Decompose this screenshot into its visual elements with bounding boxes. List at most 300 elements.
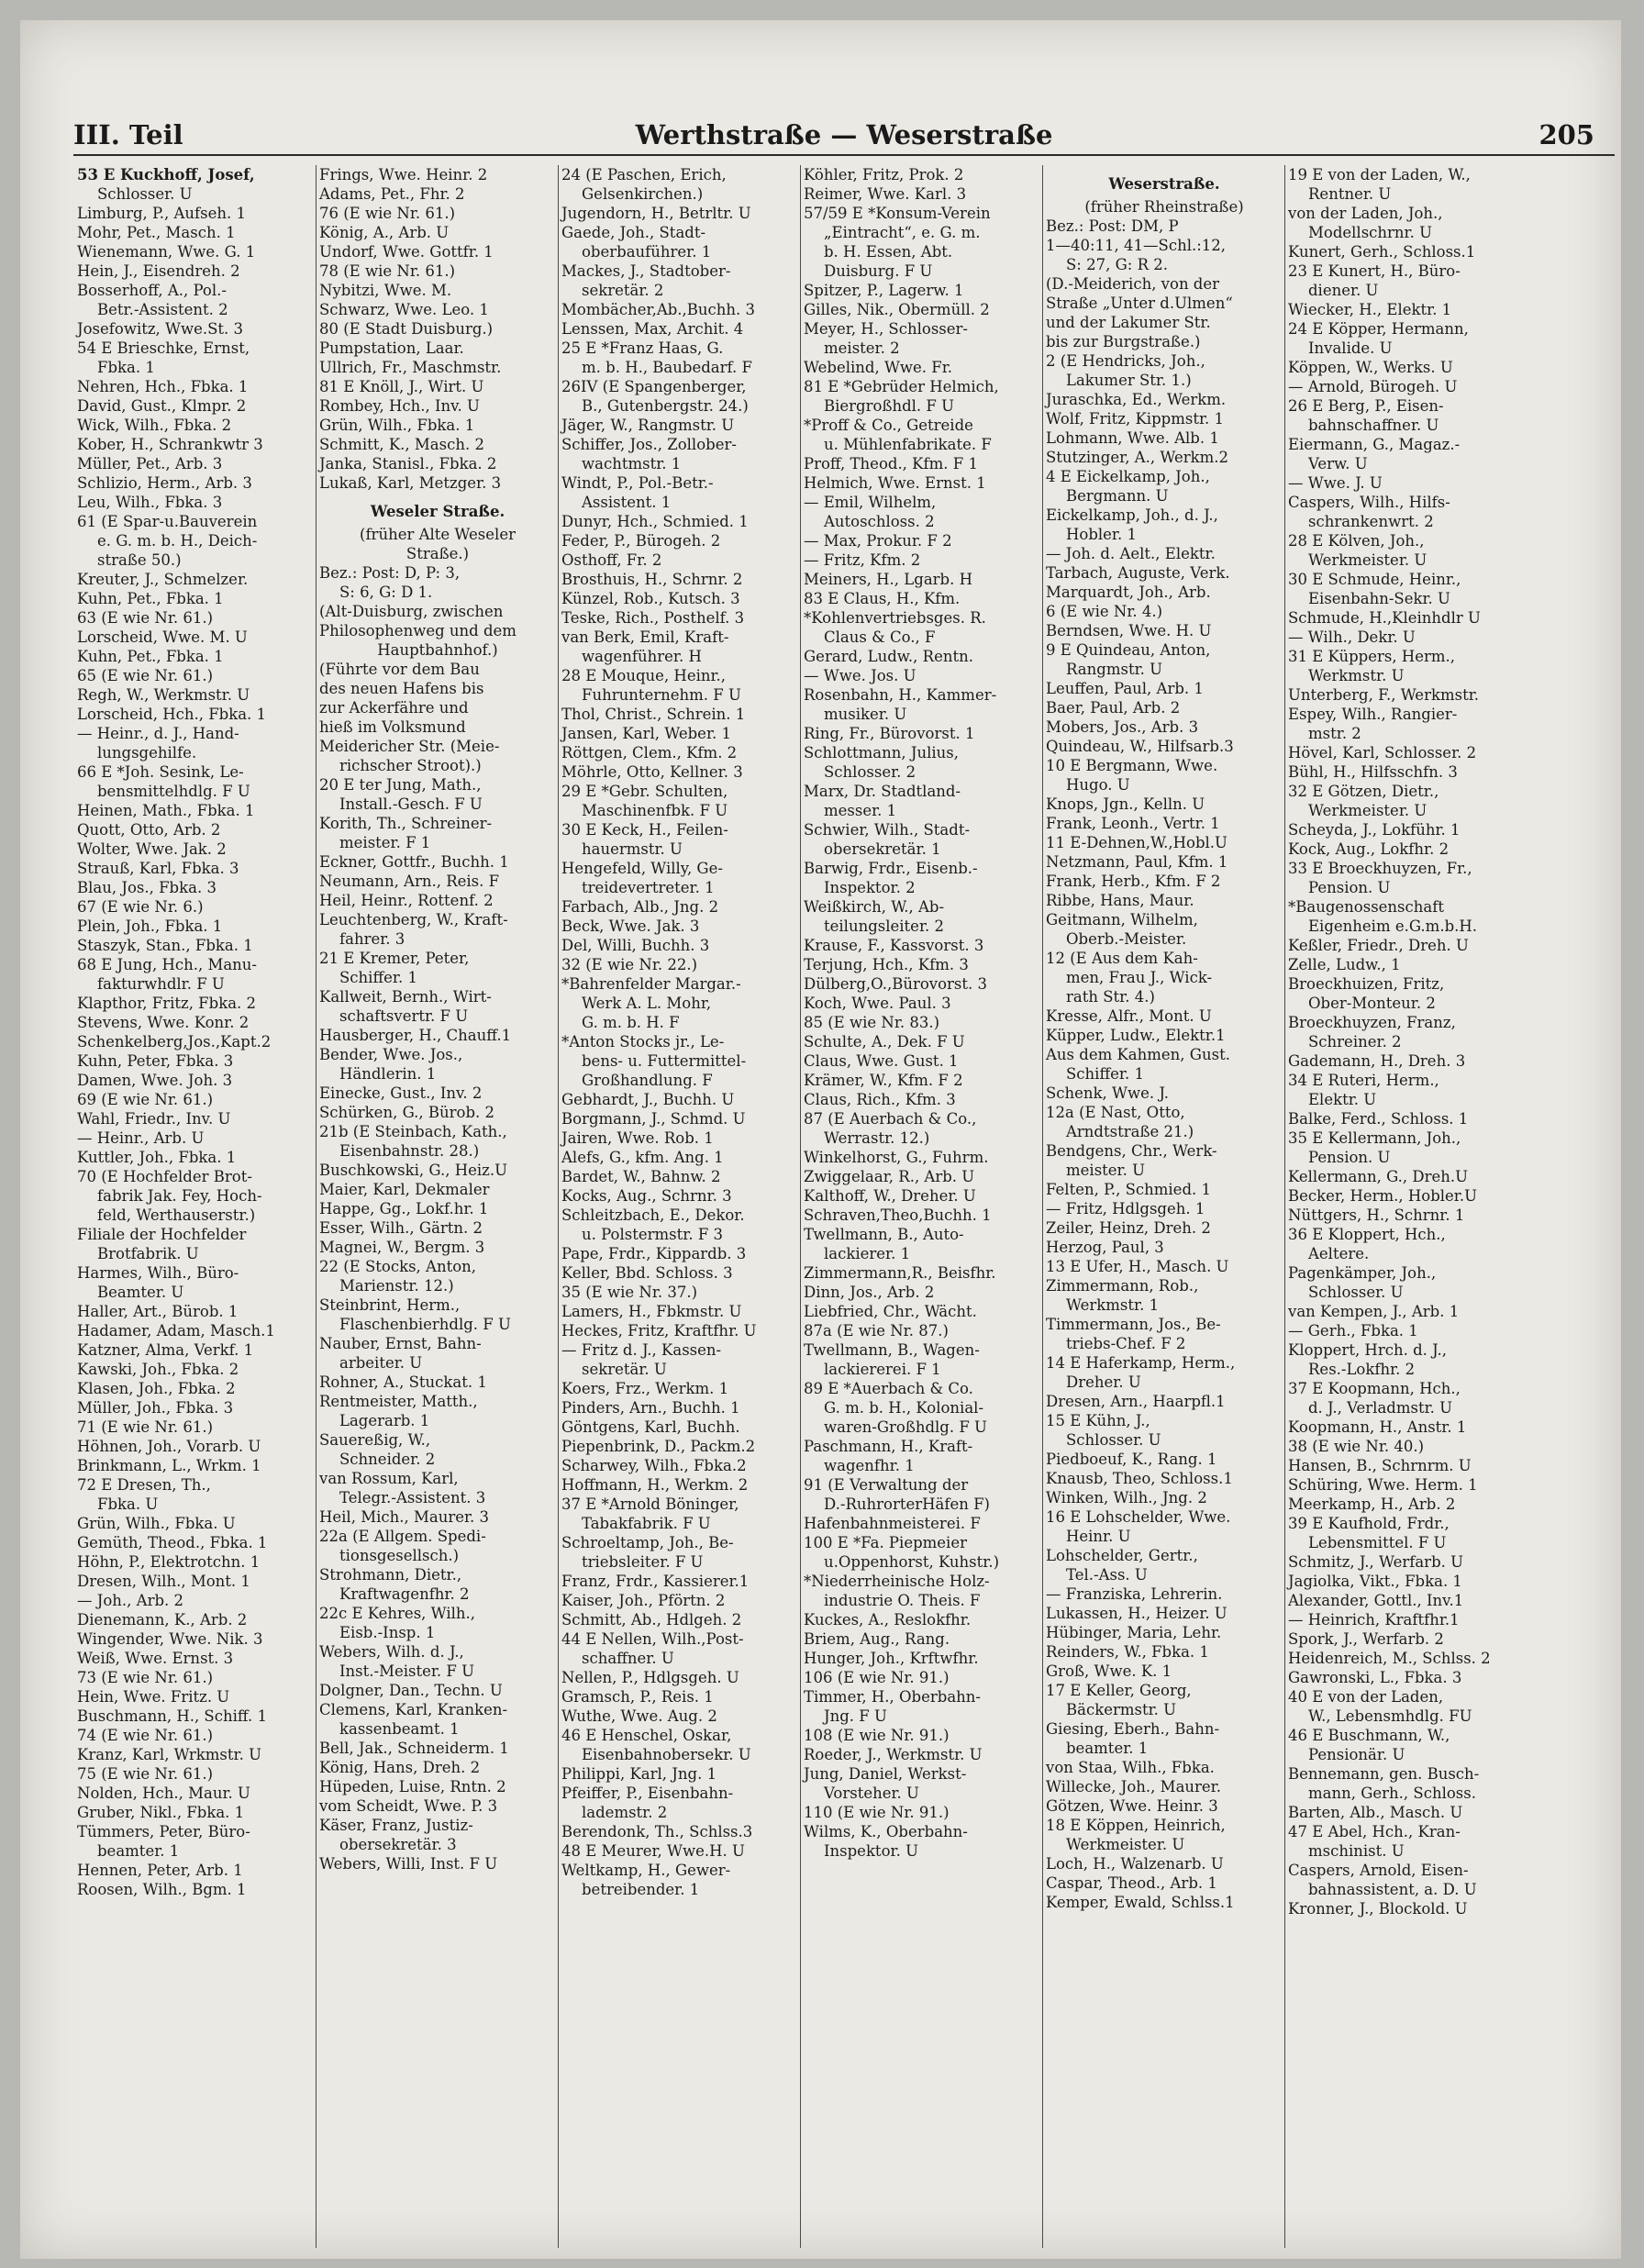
- directory-entry: Kemper, Ewald, Schlss.1: [1046, 1894, 1235, 1911]
- directory-entry: Pumpstation, Laar.: [319, 339, 464, 357]
- directory-entry: 47 E Abel, Hch., Kran-: [1288, 1823, 1461, 1840]
- directory-entry: 80 (E Stadt Duisburg.): [319, 320, 494, 338]
- directory-entry: Kuhn, Pet., Fbka. 1: [77, 590, 224, 607]
- directory-entry: teilungsleiter. 2: [824, 917, 945, 935]
- directory-entry: des neuen Hafens bis: [319, 680, 484, 697]
- directory-entry: beamter. 1: [1066, 1740, 1149, 1757]
- directory-entry: — Emil, Wilhelm,: [804, 494, 937, 511]
- directory-entry: Schleitzbach, E., Dekor.: [561, 1206, 745, 1224]
- directory-entry: Spork, J., Werfarb. 2: [1288, 1630, 1444, 1648]
- directory-entry: u. Mühlenfabrikate. F: [824, 436, 992, 453]
- directory-entry: Keller, Bbd. Schloss. 3: [561, 1264, 733, 1282]
- directory-entry: Werrastr. 12.): [824, 1129, 930, 1147]
- directory-entry: Schüring, Wwe. Herm. 1: [1288, 1476, 1478, 1494]
- directory-entry: 74 (E wie Nr. 61.): [77, 1727, 214, 1744]
- directory-entry: Müller, Joh., Fbka. 3: [77, 1399, 234, 1417]
- directory-entry: Spitzer, P., Lagerw. 1: [804, 282, 964, 299]
- directory-entry: 100 E *Fa. Piepmeier: [804, 1534, 967, 1551]
- directory-entry: Giesing, Eberh., Bahn-: [1046, 1720, 1220, 1738]
- directory-entry: Elektr. U: [1308, 1091, 1377, 1108]
- directory-entry: 22c E Kehres, Wilh.,: [319, 1605, 475, 1622]
- directory-entry: Krämer, W., Kfm. F 2: [804, 1072, 963, 1089]
- directory-entry: Balke, Ferd., Schloss. 1: [1288, 1110, 1469, 1128]
- directory-entry: Göntgens, Karl, Buchh.: [561, 1418, 740, 1436]
- directory-entry: Webers, Willi, Inst. F U: [319, 1855, 498, 1873]
- directory-entry: Lohmann, Wwe. Alb. 1: [1046, 429, 1219, 447]
- page-header: [73, 112, 1615, 156]
- directory-entry: 38 (E wie Nr. 40.): [1288, 1438, 1425, 1455]
- directory-entry: Dresen, Wilh., Mont. 1: [77, 1573, 250, 1590]
- directory-entry: Caspers, Wilh., Hilfs-: [1288, 494, 1450, 511]
- directory-entry: *Proff & Co., Getreide: [804, 417, 973, 434]
- directory-entry: Lukaß, Karl, Metzger. 3: [319, 474, 502, 492]
- column-2: [316, 165, 559, 2248]
- directory-entry: Esser, Wilh., Gärtn. 2: [319, 1219, 483, 1237]
- directory-entry: 46 E Henschel, Oskar,: [561, 1727, 732, 1744]
- directory-entry: tionsgesellsch.): [339, 1547, 460, 1564]
- directory-entry: 35 E Kellermann, Joh.,: [1288, 1129, 1461, 1147]
- directory-entry: Kock, Aug., Lokfhr. 2: [1288, 840, 1450, 858]
- directory-entry: Alefs, G., kfm. Ang. 1: [561, 1149, 724, 1166]
- directory-entry: 16 E Lohschelder, Wwe.: [1046, 1508, 1231, 1526]
- directory-entry: Grün, Wilh., Fbka. U: [77, 1515, 236, 1532]
- directory-entry: Lorscheid, Wwe. M. U: [77, 628, 248, 646]
- directory-entry: Gramsch, P., Reis. 1: [561, 1688, 714, 1706]
- directory-entry: — Joh., Arb. 2: [77, 1592, 184, 1609]
- directory-entry: 30 E Keck, H., Feilen-: [561, 821, 728, 839]
- directory-entry: Jansen, Karl, Weber. 1: [561, 725, 732, 742]
- directory-entry: Leuchtenberg, W., Kraft-: [319, 911, 508, 928]
- directory-entry: Weiß, Wwe. Ernst. 3: [77, 1650, 234, 1667]
- directory-entry: Kaiser, Joh., Pförtn. 2: [561, 1592, 726, 1609]
- directory-entry: Piedboeuf, K., Rang. 1: [1046, 1451, 1217, 1468]
- directory-entry: Duisburg. F U: [824, 262, 933, 280]
- directory-entry: Kuhn, Pet., Fbka. 1: [77, 648, 224, 665]
- directory-entry: Stevens, Wwe. Konr. 2: [77, 1014, 250, 1031]
- directory-entry: d. J., Verladmstr. U: [1308, 1399, 1453, 1417]
- directory-entry: Eisenbahnstr. 28.): [339, 1142, 480, 1160]
- directory-entry: Werkmeister. U: [1308, 802, 1427, 819]
- directory-entry: Kellermann, G., Dreh.U: [1288, 1168, 1469, 1185]
- directory-entry: 21 E Kremer, Peter,: [319, 950, 470, 967]
- directory-entry: Wienemann, Wwe. G. 1: [77, 243, 256, 261]
- directory-entry: Eigenheim e.G.m.b.H.: [1308, 917, 1478, 935]
- directory-entry: — Joh. d. Aelt., Elektr.: [1046, 545, 1216, 562]
- directory-entry: Quott, Otto, Arb. 2: [77, 821, 221, 839]
- directory-entry: (Führte vor dem Bau: [319, 661, 480, 678]
- directory-entry: Tabakfabrik. F U: [582, 1515, 711, 1532]
- directory-entry: schaftsvertr. F U: [339, 1007, 469, 1025]
- directory-entry: meister. U: [1066, 1162, 1146, 1179]
- directory-entry: 54 E Brieschke, Ernst,: [77, 339, 250, 357]
- directory-entry: (D.-Meiderich, von der: [1046, 275, 1220, 293]
- directory-entry: Wahl, Friedr., Inv. U: [77, 1110, 231, 1128]
- directory-entry: Hüpeden, Luise, Rntn. 2: [319, 1778, 506, 1796]
- directory-entry: 73 (E wie Nr. 61.): [77, 1669, 214, 1686]
- directory-entry: Dreher. U: [1066, 1373, 1141, 1391]
- directory-entry: 89 E *Auerbach & Co.: [804, 1380, 973, 1397]
- directory-entry: Kranz, Karl, Wrkmstr. U: [77, 1746, 261, 1763]
- directory-entry: Limburg, P., Aufseh. 1: [77, 205, 246, 222]
- directory-entry: Hoffmann, H., Werkm. 2: [561, 1476, 749, 1494]
- directory-entry: 12 (E Aus dem Kah-: [1046, 950, 1198, 967]
- directory-entry: Brosthuis, H., Schrnr. 2: [561, 571, 743, 588]
- directory-entry: Happe, Gg., Lokf.hr. 1: [319, 1200, 489, 1217]
- directory-entry: Lohschelder, Gertr.,: [1046, 1547, 1198, 1564]
- directory-entry: 108 (E wie Nr. 91.): [804, 1727, 950, 1744]
- directory-entry: Roosen, Wilh., Bgm. 1: [77, 1881, 247, 1898]
- directory-entry: 39 E Kaufhold, Frdr.,: [1288, 1515, 1450, 1532]
- directory-entry: 81 E Knöll, J., Wirt. U: [319, 378, 484, 395]
- directory-entry: Ring, Fr., Bürovorst. 1: [804, 725, 975, 742]
- directory-entry: B., Gutenbergstr. 24.): [582, 397, 749, 415]
- directory-entry: Bosserhoff, A., Pol.-: [77, 282, 227, 299]
- directory-entry: Hausberger, H., Chauff.1: [319, 1027, 512, 1044]
- directory-entry: Händlerin. 1: [339, 1065, 437, 1083]
- directory-entry: Herzog, Paul, 3: [1046, 1239, 1164, 1256]
- directory-entry: und der Lakumer Str.: [1046, 314, 1211, 331]
- directory-entry: Buschmann, H., Schiff. 1: [77, 1707, 268, 1725]
- directory-entry: 21b (E Steinbach, Kath.,: [319, 1123, 507, 1140]
- directory-entry: Müller, Pet., Arb. 3: [77, 455, 223, 472]
- directory-entry: m. b. H., Baubedarf. F: [582, 359, 752, 376]
- directory-entry: Webers, Wilh. d. J.,: [319, 1643, 464, 1661]
- directory-entry: Helmich, Wwe. Ernst. 1: [804, 474, 986, 492]
- directory-entry: Piepenbrink, D., Packm.2: [561, 1438, 756, 1455]
- directory-entry: Zwiggelaar, R., Arb. U: [804, 1168, 975, 1185]
- directory-entry: Rangmstr. U: [1066, 661, 1163, 678]
- directory-entry: G. m. b. H. F: [582, 1014, 680, 1031]
- directory-entry: 14 E Haferkamp, Herm.,: [1046, 1354, 1236, 1372]
- directory-entry: Barwig, Frdr., Eisenb.-: [804, 860, 978, 877]
- directory-entry: Blau, Jos., Fbka. 3: [77, 879, 217, 896]
- directory-entry: Köhler, Fritz, Prok. 2: [804, 166, 964, 183]
- directory-entry: Mombächer,Ab.,Buchh. 3: [561, 301, 756, 318]
- directory-entry: S: 27, G: R 2.: [1066, 256, 1168, 273]
- directory-entry: 23 E Kunert, H., Büro-: [1288, 262, 1461, 280]
- directory-entry: 31 E Küppers, Herm.,: [1288, 648, 1456, 665]
- directory-entry: Felten, P., Schmied. 1: [1046, 1181, 1212, 1198]
- directory-entry: Schneider. 2: [339, 1451, 436, 1468]
- directory-entry: Tel.-Ass. U: [1066, 1566, 1148, 1584]
- directory-entry: Dinn, Jos., Arb. 2: [804, 1284, 935, 1301]
- directory-entry: Rohner, A., Stuckat. 1: [319, 1373, 487, 1391]
- directory-entry: 87a (E wie Nr. 87.): [804, 1322, 949, 1340]
- directory-entry: Marquardt, Joh., Arb.: [1046, 584, 1211, 601]
- directory-entry: Quindeau, W., Hilfsarb.3: [1046, 738, 1234, 755]
- directory-entry: von Staa, Wilh., Fbka.: [1046, 1759, 1215, 1776]
- directory-entry: Fbka. U: [97, 1495, 159, 1513]
- directory-entry: Katzner, Alma, Verkf. 1: [77, 1341, 254, 1359]
- directory-entry: Maier, Karl, Dekmaler: [319, 1181, 490, 1198]
- directory-entry: Zimmermann,R., Beisfhr.: [804, 1264, 996, 1282]
- directory-entry: 76 (E wie Nr. 61.): [319, 205, 456, 222]
- directory-entry: Ribbe, Hans, Maur.: [1046, 892, 1194, 909]
- directory-entry: Brinkmann, L., Wrkm. 1: [77, 1457, 261, 1474]
- directory-entry: 85 (E wie Nr. 83.): [804, 1014, 940, 1031]
- directory-entry: Marienstr. 12.): [339, 1277, 454, 1295]
- directory-entry: David, Gust., Klmpr. 2: [77, 397, 247, 415]
- directory-entry: Hauptbahnhof.): [377, 641, 498, 659]
- directory-entry: — Heinrich, Kraftfhr.1: [1288, 1611, 1460, 1629]
- directory-entry: 70 (E Hochfelder Brot-: [77, 1168, 252, 1185]
- directory-entry: Autoschloss. 2: [824, 513, 935, 530]
- directory-entry: men, Frau J., Wick-: [1066, 969, 1213, 986]
- directory-entry: Jng. F U: [824, 1707, 887, 1725]
- directory-entry: Heidenreich, M., Schlss. 2: [1288, 1650, 1491, 1667]
- directory-entry: Heinr. U: [1066, 1528, 1131, 1545]
- directory-entry: Hennen, Peter, Arb. 1: [77, 1862, 243, 1879]
- directory-entry: 40 E von der Laden,: [1288, 1688, 1444, 1706]
- directory-entry: Kuhn, Peter, Fbka. 3: [77, 1052, 234, 1070]
- directory-entry: Heckes, Fritz, Kraftfhr. U: [561, 1322, 757, 1340]
- directory-entry: Dülberg,O.,Bürovorst. 3: [804, 975, 988, 993]
- directory-entry: (Alt-Duisburg, zwischen: [319, 603, 504, 620]
- directory-entry: Möhrle, Otto, Kellner. 3: [561, 763, 743, 781]
- directory-entry: mschinist. U: [1308, 1842, 1405, 1860]
- directory-entry: 81 E *Gebrüder Helmich,: [804, 378, 999, 395]
- directory-entry: 15 E Kühn, J.,: [1046, 1412, 1150, 1429]
- directory-entry: Hobler. 1: [1066, 526, 1137, 543]
- directory-entry: betreibender. 1: [582, 1881, 700, 1898]
- directory-entry: Kawski, Joh., Fbka. 2: [77, 1361, 239, 1378]
- directory-page: [20, 20, 1621, 2259]
- directory-entry: meister. F 1: [339, 834, 431, 851]
- directory-entry: industrie O. Theis. F: [824, 1592, 981, 1609]
- part-label: III. Teil: [73, 119, 183, 150]
- directory-entry: u. Polstermstr. F 3: [582, 1226, 724, 1243]
- directory-entry: Schlosser. U: [1308, 1284, 1404, 1301]
- directory-entry: Eiermann, G., Magaz.-: [1288, 436, 1461, 453]
- directory-entry: Feder, P., Bürogeh. 2: [561, 532, 721, 550]
- directory-entry: Lukassen, H., Heizer. U: [1046, 1605, 1227, 1622]
- directory-entry: Twellmann, B., Wagen-: [804, 1341, 980, 1359]
- directory-entry: Leuffen, Paul, Arb. 1: [1046, 680, 1204, 697]
- column-1: [73, 165, 317, 2248]
- directory-entry: Fuhrunternehm. F U: [582, 686, 741, 704]
- directory-entry: Pagenkämper, Joh.,: [1288, 1264, 1437, 1282]
- directory-entry: — Arnold, Bürogeh. U: [1288, 378, 1458, 395]
- directory-entry: Schmude, H.,Kleinhdlr U: [1288, 609, 1481, 627]
- directory-entry: Bäckermstr. U: [1066, 1701, 1177, 1718]
- directory-entry: lungsgehilfe.: [97, 744, 197, 762]
- directory-entry: Webelind, Wwe. Fr.: [804, 359, 953, 376]
- directory-entry: Ullrich, Fr., Maschmstr.: [319, 359, 502, 376]
- directory-entry: G. m. b. H., Kolonial-: [824, 1399, 984, 1417]
- directory-entry: „Eintracht“, e. G. m.: [824, 224, 981, 241]
- directory-entry: Kober, H., Schrankwtr 3: [77, 436, 263, 453]
- directory-entry: oberbauführer. 1: [582, 243, 712, 261]
- directory-entry: Clemens, Karl, Kranken-: [319, 1701, 508, 1718]
- directory-entry: Wiecker, H., Elektr. 1: [1288, 301, 1452, 318]
- directory-entry: 66 E *Joh. Sesink, Le-: [77, 763, 244, 781]
- directory-entry: Schreiner. 2: [1308, 1033, 1402, 1051]
- directory-entry: Gemüth, Theod., Fbka. 1: [77, 1534, 268, 1551]
- directory-entry: Schlizio, Herm., Arb. 3: [77, 474, 252, 492]
- directory-entry: Hugo. U: [1066, 776, 1130, 794]
- directory-entry: Rentmeister, Matth.,: [319, 1393, 478, 1410]
- directory-entry: Berndsen, Wwe. H. U: [1046, 622, 1212, 639]
- directory-entry: Geitmann, Wilhelm,: [1046, 911, 1198, 928]
- directory-entry: zur Ackerfähre und: [319, 699, 469, 717]
- directory-entry: — Fritz, Kfm. 2: [804, 551, 921, 569]
- directory-entry: Loch, H., Walzenarb. U: [1046, 1855, 1224, 1873]
- directory-entry: Verw. U: [1308, 455, 1368, 472]
- directory-entry: Broeckhuyzen, Franz,: [1288, 1014, 1456, 1031]
- directory-entry: mstr. 2: [1308, 725, 1361, 742]
- page-title: Werthstraße — Weserstraße: [635, 119, 1053, 150]
- directory-entry: e. G. m. b. H., Deich-: [97, 532, 258, 550]
- directory-entry: 83 E Claus, H., Kfm.: [804, 590, 961, 607]
- directory-entry: bahnschaffner. U: [1308, 417, 1439, 434]
- directory-entry: Bendgens, Chr., Werk-: [1046, 1142, 1217, 1160]
- directory-entry: *Bahrenfelder Margar.-: [561, 975, 741, 993]
- directory-entry: Meyer, H., Schlosser-: [804, 320, 968, 338]
- directory-entry: Lagerarb. 1: [339, 1412, 430, 1429]
- directory-entry: treidevertreter. 1: [582, 879, 715, 896]
- directory-entry: Vorsteher. U: [824, 1784, 919, 1802]
- directory-entry: Claus, Wwe. Gust. 1: [804, 1052, 959, 1070]
- directory-entry: Winkelhorst, G., Fuhrm.: [804, 1149, 989, 1166]
- directory-entry: schaffner. U: [582, 1650, 674, 1667]
- directory-entry: Osthoff, Fr. 2: [561, 551, 662, 569]
- directory-entry: Kuttler, Joh., Fbka. 1: [77, 1149, 237, 1166]
- directory-entry: Mackes, J., Stadtober-: [561, 262, 731, 280]
- directory-entry: Schiffer. 1: [1066, 1065, 1144, 1083]
- directory-entry: Buschkowski, G., Heiz.U: [319, 1162, 507, 1179]
- directory-entry: Koers, Frz., Werkm. 1: [561, 1380, 729, 1397]
- directory-entry: Hengefeld, Willy, Ge-: [561, 860, 723, 877]
- directory-entry: Terjung, Hch., Kfm. 3: [804, 956, 969, 973]
- directory-entry: — Franziska, Lehrerin.: [1046, 1585, 1223, 1603]
- directory-entry: bis zur Burgstraße.): [1046, 333, 1201, 350]
- directory-entry: 106 (E wie Nr. 91.): [804, 1669, 950, 1686]
- directory-entry: triebsleiter. F U: [582, 1553, 704, 1571]
- directory-entry: Pape, Frdr., Kippardb. 3: [561, 1245, 747, 1262]
- directory-entry: 12a (E Nast, Otto,: [1046, 1104, 1185, 1121]
- directory-entry: Haller, Art., Bürob. 1: [77, 1303, 239, 1320]
- directory-entry: Scheyda, J., Lokführ. 1: [1288, 821, 1461, 839]
- directory-entry: Scharwey, Wilh., Fbka.2: [561, 1457, 747, 1474]
- directory-entry: Gebhardt, J., Buchh. U: [561, 1091, 735, 1108]
- directory-entry: sekretär. 2: [582, 282, 664, 299]
- directory-entry: arbeiter. U: [339, 1354, 423, 1372]
- directory-entry: Wolf, Fritz, Kippmstr. 1: [1046, 410, 1225, 428]
- directory-entry: 67 (E wie Nr. 6.): [77, 898, 204, 916]
- directory-entry: Staszyk, Stan., Fbka. 1: [77, 937, 253, 954]
- directory-entry: Gruber, Nikl., Fbka. 1: [77, 1804, 245, 1821]
- directory-entry: Kuckes, A., Reslokfhr.: [804, 1611, 972, 1629]
- directory-entry: messer. 1: [824, 802, 897, 819]
- directory-entry: Kronner, J., Blockold. U: [1288, 1900, 1468, 1918]
- directory-entry: Röttgen, Clem., Kfm. 2: [561, 744, 738, 762]
- column-4: [800, 165, 1043, 2248]
- directory-entry: — Fritz d. J., Kassen-: [561, 1341, 722, 1359]
- directory-entry: Timmer, H., Oberbahn-: [804, 1688, 981, 1706]
- directory-entry: Mobers, Jos., Arb. 3: [1046, 718, 1199, 736]
- directory-entry: Groß, Wwe. K. 1: [1046, 1662, 1172, 1680]
- directory-entry: Frings, Wwe. Heinr. 2: [319, 166, 488, 183]
- directory-entry: Reinders, W., Fbka. 1: [1046, 1643, 1209, 1661]
- directory-entry: Filiale der Hochfelder: [77, 1226, 247, 1243]
- directory-entry: Künzel, Rob., Kutsch. 3: [561, 590, 740, 607]
- directory-entry: Schroeltamp, Joh., Be-: [561, 1534, 734, 1551]
- directory-entry: Assistent. 1: [582, 494, 672, 511]
- directory-entry: Hein, Wwe. Fritz. U: [77, 1688, 230, 1706]
- directory-entry: *Baugenossenschaft: [1288, 898, 1444, 916]
- directory-entry: Grün, Wilh., Fbka. 1: [319, 417, 475, 434]
- directory-entry: Mohr, Pet., Masch. 1: [77, 224, 236, 241]
- directory-entry: Schlottmann, Julius,: [804, 744, 960, 762]
- directory-entry: Bender, Wwe. Jos.,: [319, 1046, 463, 1063]
- directory-entry: Winken, Wilh., Jng. 2: [1046, 1489, 1207, 1506]
- directory-entry: Nehren, Hch., Fbka. 1: [77, 378, 249, 395]
- directory-entry: 57/59 E *Konsum-Verein: [804, 205, 991, 222]
- directory-entry: Neumann, Arn., Reis. F: [319, 873, 500, 890]
- directory-entry: Beck, Wwe. Jak. 3: [561, 917, 700, 935]
- directory-entry: van Kempen, J., Arb. 1: [1288, 1303, 1460, 1320]
- directory-entry: Claus, Rich., Kfm. 3: [804, 1091, 956, 1108]
- directory-entry: Juraschka, Ed., Werkm.: [1046, 391, 1227, 408]
- directory-entry: Pfeiffer, P., Eisenbahn-: [561, 1784, 734, 1802]
- directory-entry: Koch, Wwe. Paul. 3: [804, 995, 951, 1012]
- directory-entry: Bez.: Post: D, P: 3,: [319, 564, 461, 582]
- directory-entry: Schürken, G., Bürob. 2: [319, 1104, 495, 1121]
- directory-entry: Eickelkamp, Joh., d. J.,: [1046, 506, 1218, 524]
- directory-entry: 25 E *Franz Haas, G.: [561, 339, 724, 357]
- directory-entry: Caspers, Arnold, Eisen-: [1288, 1862, 1469, 1879]
- directory-entry: 17 E Keller, Georg,: [1046, 1682, 1192, 1699]
- directory-entry: Rombey, Hch., Inv. U: [319, 397, 480, 415]
- directory-entry: 22a (E Allgem. Spedi-: [319, 1528, 486, 1545]
- directory-entry: 61 (E Spar-u.Bauverein: [77, 513, 258, 530]
- directory-entry: Betr.-Assistent. 2: [97, 301, 228, 318]
- directory-entry: Becker, Herm., Hobler.U: [1288, 1187, 1478, 1205]
- directory-entry: 20 E ter Jung, Math.,: [319, 776, 482, 794]
- directory-entry: 72 E Dresen, Th.,: [77, 1476, 211, 1494]
- directory-entry: 46 E Buschmann, W.,: [1288, 1727, 1450, 1744]
- directory-entry: Dresen, Arn., Haarpfl.1: [1046, 1393, 1226, 1410]
- directory-entry: fahrer. 3: [339, 930, 405, 948]
- directory-entry: Bühl, H., Hilfsschfn. 3: [1288, 763, 1458, 781]
- directory-entry: S: 6, G: D 1.: [339, 584, 433, 601]
- directory-entry: Klasen, Joh., Fbka. 2: [77, 1380, 236, 1397]
- directory-entry: triebs-Chef. F 2: [1066, 1335, 1186, 1352]
- directory-entry: Marx, Dr. Stadtland-: [804, 783, 961, 800]
- directory-entry: Krause, F., Kassvorst. 3: [804, 937, 984, 954]
- directory-entry: Janka, Stanisl., Fbka. 2: [319, 455, 497, 472]
- directory-entry: meister. 2: [824, 339, 900, 357]
- directory-entry: — Wwe. J. U: [1288, 474, 1383, 492]
- directory-entry: Sauereßig, W.,: [319, 1431, 431, 1449]
- directory-entry: Schwarz, Wwe. Leo. 1: [319, 301, 489, 318]
- directory-entry: Keßler, Friedr., Dreh. U: [1288, 937, 1469, 954]
- directory-entry: Kunert, Gerh., Schloss.1: [1288, 243, 1476, 261]
- directory-entry: Dienemann, K., Arb. 2: [77, 1611, 248, 1629]
- directory-entry: Heinen, Math., Fbka. 1: [77, 802, 255, 819]
- directory-entry: Käser, Franz, Justiz-: [319, 1817, 473, 1834]
- directory-entry: Werk A. L. Mohr,: [582, 995, 712, 1012]
- directory-entry: Espey, Wilh., Rangier-: [1288, 706, 1458, 723]
- directory-entry: Meidericher Str. (Meie-: [319, 738, 500, 755]
- directory-entry: Res.-Lokfhr. 2: [1308, 1361, 1416, 1378]
- directory-entry: lackiererei. F 1: [824, 1361, 941, 1378]
- directory-entry: u.Oppenhorst, Kuhstr.): [824, 1553, 1000, 1571]
- directory-entry: König, Hans, Dreh. 2: [319, 1759, 481, 1776]
- directory-entry: Gerard, Ludw., Rentn.: [804, 648, 973, 665]
- directory-entry: Gademann, H., Dreh. 3: [1288, 1052, 1466, 1070]
- directory-entry: Zeiler, Heinz, Dreh. 2: [1046, 1219, 1211, 1237]
